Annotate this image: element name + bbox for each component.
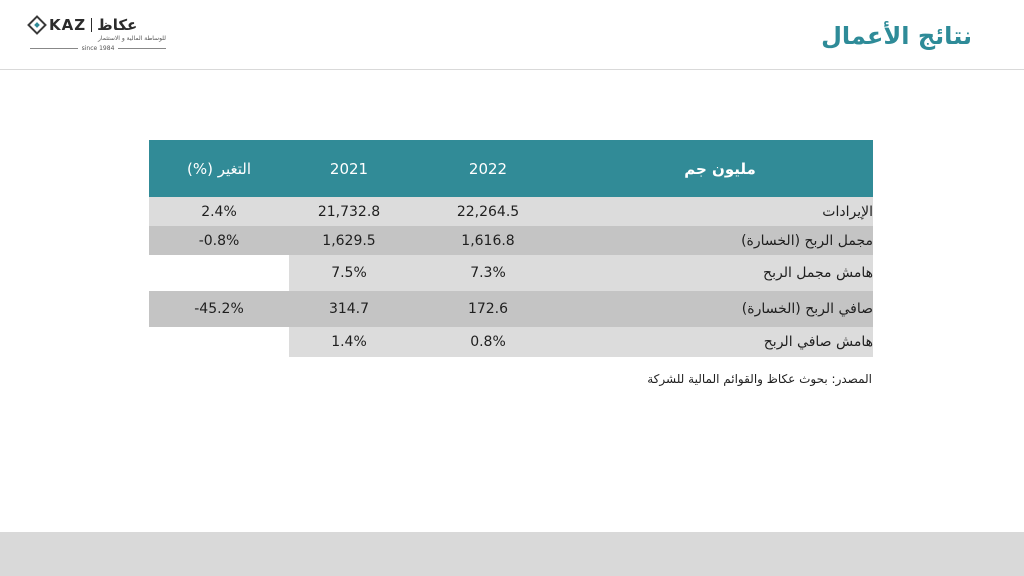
cell-2021: 7.5% (331, 265, 367, 281)
cell-2022: 0.8% (470, 334, 506, 350)
logo-tagline: للوساطة المالية و الاستثمار (98, 35, 166, 42)
results-table (149, 140, 873, 357)
logo-line-right (118, 48, 166, 49)
logo-since-row (30, 45, 166, 52)
table-header-row (149, 140, 873, 197)
table-row (149, 197, 873, 226)
logo-separator (91, 18, 92, 32)
cell-change: 2.4% (201, 203, 237, 220)
column-header-change: التغير (%) (186, 159, 252, 178)
cell-2022: 172.6 (467, 301, 509, 317)
column-header-2022: 2022 (468, 159, 508, 178)
footer-bar (0, 532, 1024, 576)
row-label: هامش صافي الربح (763, 334, 873, 350)
cell-2021: 21,732.8 (317, 203, 381, 220)
cell-change (149, 327, 289, 357)
table-row (149, 226, 873, 255)
table-row (149, 327, 873, 357)
table-row (149, 255, 873, 291)
logo-line-left (30, 48, 78, 49)
company-logo (30, 16, 170, 64)
page-title: نتائج الأعمال (821, 22, 972, 50)
cell-2021: 1.4% (331, 334, 367, 350)
header-divider (0, 69, 1024, 70)
column-header-2021: 2021 (329, 159, 369, 178)
source-note: المصدر: بحوث عكاظ والقوائم المالية للشركة (647, 372, 872, 386)
cell-change (149, 255, 289, 291)
row-label: هامش مجمل الربح (763, 265, 873, 281)
row-label: صافي الربح (الخسارة) (741, 301, 873, 317)
cell-2021: 1,629.5 (322, 232, 376, 249)
cell-2022: 22,264.5 (456, 203, 520, 220)
logo-arabic-text: عكاظ (97, 16, 138, 34)
cell-change: -45.2% (194, 301, 244, 317)
cell-change: -0.8% (198, 232, 240, 249)
column-header-unit: مليون جم (684, 159, 756, 178)
table-row (149, 291, 873, 327)
logo-latin-text: KAZ (49, 16, 87, 34)
cell-2022: 1,616.8 (461, 232, 515, 249)
header (0, 0, 1024, 70)
cell-2022: 7.3% (470, 265, 506, 281)
row-label: الإيرادات (822, 203, 873, 220)
row-label: مجمل الربح (الخسارة) (741, 232, 873, 249)
logo-since-text: since 1984 (81, 45, 115, 52)
logo-diamond-icon (27, 15, 47, 35)
cell-2021: 314.7 (328, 301, 370, 317)
